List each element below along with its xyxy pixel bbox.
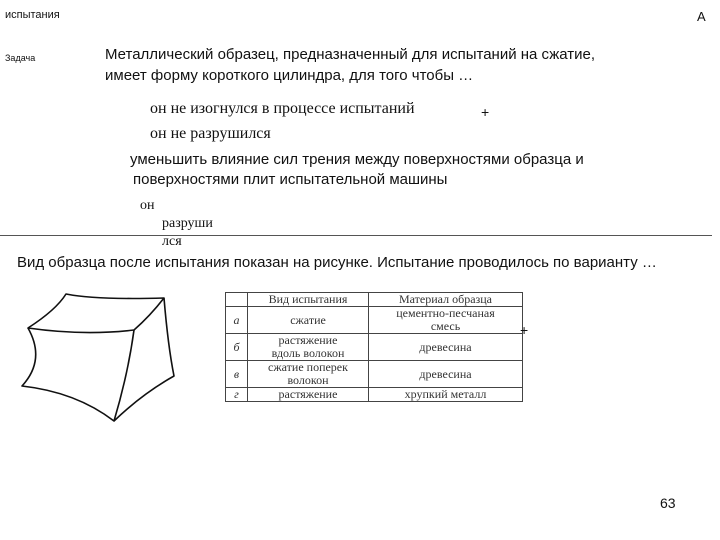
test-variants-table bbox=[225, 292, 523, 402]
row-material-line: смесь bbox=[430, 319, 461, 333]
table-row[interactable] bbox=[226, 334, 523, 361]
header-left-text: испытания bbox=[5, 9, 60, 21]
row-material bbox=[369, 334, 523, 361]
table-header-key bbox=[226, 293, 248, 307]
row-test-type bbox=[248, 334, 369, 361]
table-header-test-type: Вид испытания bbox=[248, 293, 369, 307]
option-d-line1[interactable]: он bbox=[140, 198, 155, 213]
divider-line bbox=[0, 235, 712, 236]
option-c-line2[interactable]: поверхностями плит испытательной машины bbox=[133, 171, 448, 188]
row-test-type bbox=[248, 361, 369, 388]
row-material bbox=[369, 388, 523, 402]
question2-text: Вид образца после испытания показан на рисунке. Испытание проводилось по варианту … bbox=[17, 254, 657, 271]
row-test-line: растяжение bbox=[278, 333, 338, 347]
row-test-line: волокон bbox=[287, 373, 329, 387]
table-header-row bbox=[226, 293, 523, 307]
row-test-line: растяжение bbox=[278, 387, 338, 401]
row-key: б bbox=[226, 334, 248, 361]
row-test-line: сжатие поперек bbox=[268, 360, 348, 374]
row-material bbox=[369, 307, 523, 334]
option-a[interactable]: он не изогнулся в процессе испытаний bbox=[150, 100, 415, 117]
table-header-material: Материал образца bbox=[369, 293, 523, 307]
row-material-line: цементно-песчаная bbox=[396, 306, 495, 320]
row-test-line: вдоль волокон bbox=[271, 346, 345, 360]
table-row[interactable] bbox=[226, 388, 523, 402]
row-test-type bbox=[248, 388, 369, 402]
question1-line2: имеет форму короткого цилиндра, для того чтобы … bbox=[105, 67, 474, 84]
row-material bbox=[369, 361, 523, 388]
row-key: г bbox=[226, 388, 248, 402]
option-b[interactable]: он не разрушился bbox=[150, 125, 271, 142]
row-test-line: сжатие bbox=[290, 312, 326, 327]
page-number: 63 bbox=[660, 495, 676, 511]
table-row[interactable] bbox=[226, 307, 523, 334]
header-right-letter: А bbox=[697, 9, 706, 24]
option-d-line2[interactable]: разруши bbox=[162, 216, 213, 231]
row-material-line: древесина bbox=[419, 339, 472, 354]
question1-line1: Металлический образец, предназначенный для испытаний на сжатие, bbox=[105, 46, 596, 63]
row-key: а bbox=[226, 307, 248, 334]
option-d-line3[interactable]: лся bbox=[162, 234, 182, 249]
row-material-line: хрупкий металл bbox=[404, 387, 487, 401]
option-c-line1[interactable]: уменьшить влияние сил трения между поверхностями образца и bbox=[130, 151, 584, 168]
option-a-correct-mark: + bbox=[481, 104, 490, 120]
row-key: в bbox=[226, 361, 248, 388]
row-test-type bbox=[248, 307, 369, 334]
deformed-specimen-figure bbox=[18, 290, 188, 430]
table-row[interactable] bbox=[226, 361, 523, 388]
answer-row-a-correct-mark: + bbox=[520, 322, 529, 338]
row-material-line: древесина bbox=[419, 366, 472, 381]
task-label: Задача bbox=[5, 53, 36, 63]
